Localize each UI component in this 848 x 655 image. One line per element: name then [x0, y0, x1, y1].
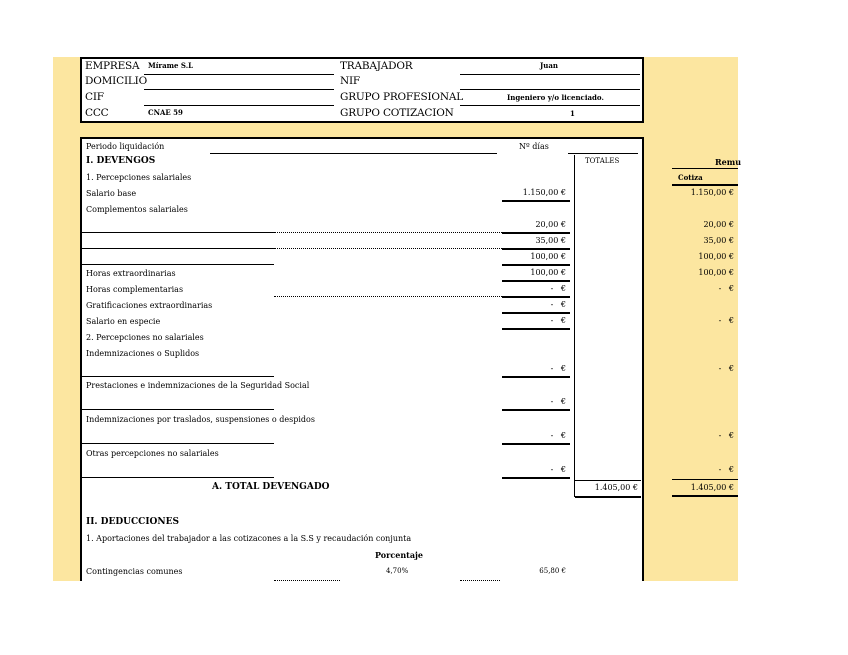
indemnizaciones-value: - € [550, 364, 566, 373]
prestaciones-line [80, 409, 274, 410]
side-traslados: - € [718, 431, 734, 440]
horas-comp-label: Horas complementarias [86, 285, 184, 294]
contingencias-pct: 4,70% [386, 567, 409, 575]
traslados-value: - € [550, 431, 566, 440]
side-total-underline [672, 495, 738, 497]
trabajador-value: Juan [540, 61, 559, 70]
grupo-profesional-label: GRUPO PROFESIONAL [340, 91, 463, 103]
indemnizaciones-line [80, 376, 274, 377]
cotiza-label: Cotiza [678, 173, 703, 182]
horas-comp-value: - € [550, 284, 566, 293]
side-comp-2: 35,00 € [703, 236, 734, 245]
gratificaciones-label: Gratificaciones extraordinarias [86, 301, 213, 310]
contingencias-value: 65,80 € [539, 567, 566, 575]
side-total: 1.405,00 € [690, 483, 734, 492]
total-devengado-underline [575, 496, 641, 498]
side-otras: - € [718, 465, 734, 474]
complemento-1-underline [502, 232, 570, 234]
total-devengado-label: A. TOTAL DEVENGADO [212, 482, 330, 492]
sheet-gap-strip [80, 123, 643, 137]
horas-extra-label: Horas extraordinarias [86, 269, 176, 278]
especie-underline [502, 328, 570, 330]
otras-underline [502, 477, 570, 479]
salario-base-label: Salario base [86, 189, 137, 198]
traslados-line [80, 443, 274, 444]
sheet-left-margin [53, 57, 80, 581]
complemento-2-underline [502, 248, 570, 250]
deducciones-title: II. DEDUCCIONES [86, 517, 179, 527]
salario-base-underline [502, 200, 570, 202]
prestaciones-value: - € [550, 397, 566, 406]
complemento-2-line [80, 248, 274, 249]
trabajador-underline [460, 74, 640, 75]
side-comp-1: 20,00 € [703, 220, 734, 229]
complemento-1-value: 20,00 € [535, 220, 566, 229]
complementos-label: Complementos salariales [86, 205, 188, 214]
totales-divider [574, 155, 575, 497]
horas-extra-value: 100,00 € [530, 268, 566, 277]
domicilio-label: DOMICILIO [85, 75, 148, 87]
cif-underline [144, 105, 334, 106]
total-devengado-value: 1.405,00 € [594, 483, 638, 492]
empresa-value: Mírame S.L [148, 61, 194, 70]
side-total-topline [672, 479, 738, 480]
traslados-underline [502, 443, 570, 445]
aportaciones-label: 1. Aportaciones del trabajador a las cotizacones a la S.S y recaudación conjunta [86, 534, 412, 543]
grupo-cotizacion-label: GRUPO COTIZACION [340, 107, 454, 119]
complemento-1-line [80, 232, 274, 233]
porcentaje-label: Porcentaje [375, 550, 423, 560]
percepciones-salariales: 1. Percepciones salariales [86, 173, 192, 182]
complemento-2-value: 35,00 € [535, 236, 566, 245]
gratificaciones-value: - € [550, 300, 566, 309]
n-dias-underline [568, 153, 638, 154]
cotiza-underline [672, 184, 738, 186]
percepciones-no-salariales: 2. Percepciones no salariales [86, 333, 204, 342]
domicilio-underline [144, 89, 334, 90]
totales-label: TOTALES [585, 157, 620, 165]
periodo-label: Periodo liquidación [86, 142, 165, 151]
n-dias-label: Nº días [519, 142, 549, 151]
side-horas-comp: - € [718, 284, 734, 293]
horas-extra-underline [502, 280, 570, 282]
prestaciones-underline [502, 409, 570, 411]
otras-value: - € [550, 465, 566, 474]
devengos-title: I. DEVENGOS [86, 156, 156, 166]
complemento-3-line [80, 264, 274, 265]
remun-label: Remu [715, 157, 742, 167]
side-comp-3: 100,00 € [698, 252, 734, 261]
nif-underline [460, 89, 640, 90]
otras-line [80, 477, 274, 478]
cif-label: CIF [85, 91, 104, 103]
grupo-profesional-value: Ingeniero y/o licenciado. [507, 93, 604, 102]
especie-value: - € [550, 316, 566, 325]
cnae-value: CNAE 59 [148, 108, 183, 117]
trabajador-label: TRABAJADOR [340, 60, 413, 72]
empresa-label: EMPRESA [85, 60, 140, 72]
complemento-3-value: 100,00 € [530, 252, 566, 261]
complemento-1-dots [274, 232, 502, 233]
indemnizaciones-label: Indemnizaciones o Suplidos [86, 349, 200, 358]
nif-label: NIF [340, 75, 361, 87]
total-devengado-topline [575, 480, 641, 481]
grupo-profesional-underline [460, 105, 640, 106]
horas-comp-underline [502, 296, 570, 298]
side-horas-extra: 100,00 € [698, 268, 734, 277]
contingencias-label: Contingencias comunes [86, 567, 183, 576]
side-salario-base: 1.150,00 € [690, 188, 734, 197]
side-indemnizaciones: - € [718, 364, 734, 373]
salario-base-value: 1.150,00 € [522, 188, 566, 197]
grupo-cotizacion-value: 1 [570, 109, 575, 118]
page-bottom-blank [0, 581, 848, 655]
gratificaciones-underline [502, 312, 570, 314]
side-especie: - € [718, 316, 734, 325]
complemento-3-underline [502, 264, 570, 266]
remun-underline [672, 168, 738, 169]
prestaciones-label: Prestaciones e indemnizaciones de la Seguridad Social [86, 381, 310, 390]
complemento-2-dots [274, 248, 502, 249]
periodo-underline [210, 153, 497, 154]
empresa-underline [144, 74, 334, 75]
traslados-label: Indemnizaciones por traslados, suspensiones o despidos [86, 415, 315, 424]
especie-label: Salario en especie [86, 317, 161, 326]
indemnizaciones-underline [502, 376, 570, 378]
otras-label: Otras percepciones no salariales [86, 449, 219, 458]
ccc-label: CCC [85, 107, 109, 119]
horas-comp-dots [274, 296, 502, 297]
